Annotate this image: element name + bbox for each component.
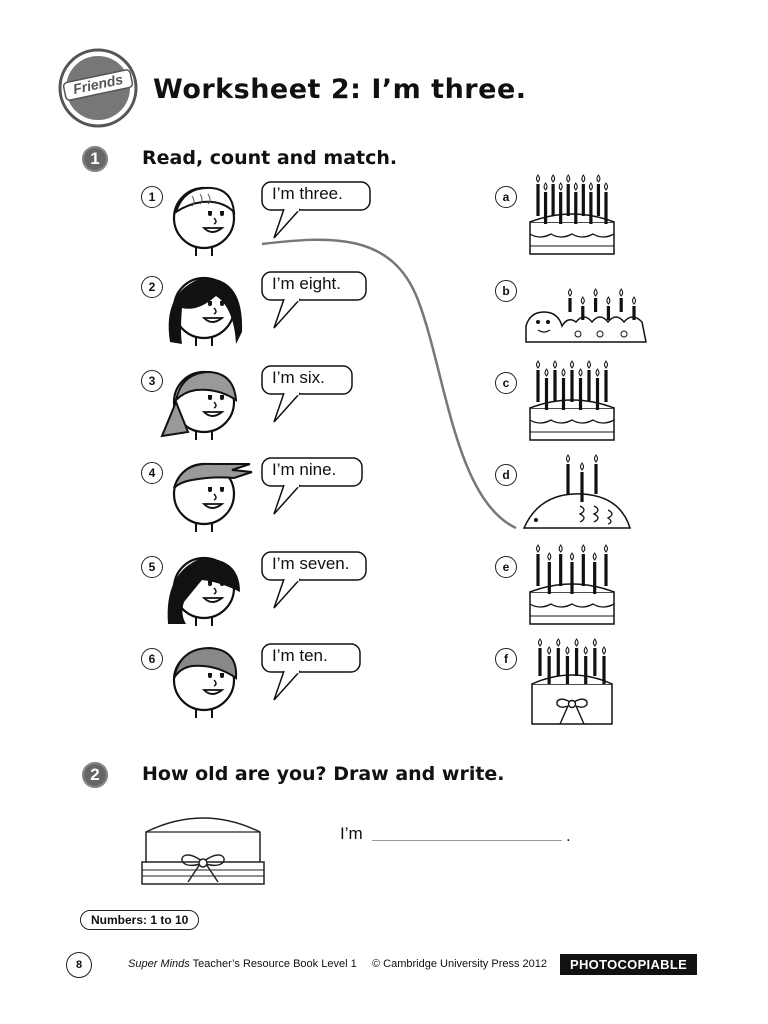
row-number-2: 2 — [141, 276, 163, 298]
cake-letter-f: f — [495, 648, 517, 670]
logo-text: Friends — [71, 70, 125, 98]
bubble-text-4: I’m nine. — [272, 460, 337, 479]
exercise-number-2: 2 — [82, 762, 108, 788]
photocopiable-badge: PHOTOCOPIABLE — [560, 954, 697, 975]
row-number-1: 1 — [141, 186, 163, 208]
row-number-3: 3 — [141, 370, 163, 392]
page-number-text: 8 — [75, 959, 83, 971]
row-number-5: 5 — [141, 556, 163, 578]
cake-letter-b: b — [495, 280, 517, 302]
age-prompt: I’m — [340, 824, 363, 843]
exercise-2-heading: How old are you? Draw and write. — [142, 763, 505, 785]
cake-letter-e: e — [495, 556, 517, 578]
page-number — [66, 952, 92, 978]
row-number-4: 4 — [141, 462, 163, 484]
book-rest: Teacher’s Resource Book Level 1 — [189, 958, 357, 970]
cake-letter-d: d — [495, 464, 517, 486]
bubble-text-3: I’m six. — [272, 368, 325, 387]
age-answer-line[interactable] — [372, 840, 562, 841]
cake-letter-c: c — [495, 372, 517, 394]
exercise-number-1: 1 — [82, 146, 108, 172]
answer-period: . — [566, 826, 571, 845]
row-number-6: 6 — [141, 648, 163, 670]
bubble-text-6: I’m ten. — [272, 646, 328, 665]
topic-pill: Numbers: 1 to 10 — [80, 910, 199, 930]
copyright: © Cambridge University Press 2012 — [372, 958, 548, 970]
cake-letter-a: a — [495, 186, 517, 208]
bubble-text-2: I’m eight. — [272, 274, 341, 293]
exercise-1-heading: Read, count and match. — [142, 147, 398, 169]
book-series: Super Minds — [128, 958, 190, 970]
page-title: Worksheet 2: I’m three. — [153, 74, 527, 105]
gift-cake-drawing-area[interactable] — [138, 812, 268, 888]
bubble-text-1: I’m three. — [272, 184, 343, 203]
bubble-text-5: I’m seven. — [272, 554, 350, 573]
book-title — [128, 958, 357, 970]
